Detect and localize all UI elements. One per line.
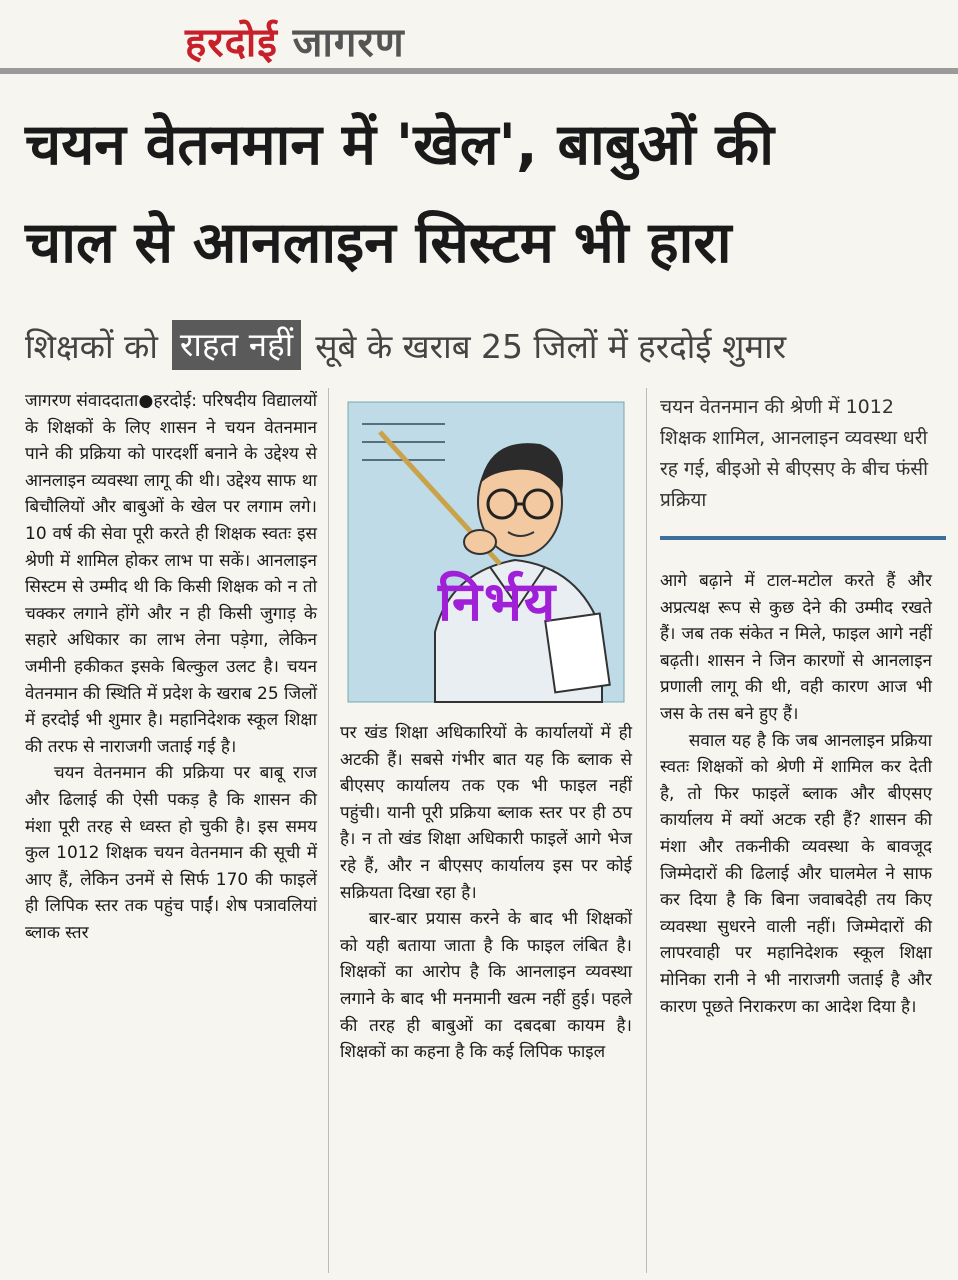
watermark-text: निर्भय (438, 570, 558, 633)
subheadline (25, 318, 786, 372)
paragraph: सवाल यह है कि जब आनलाइन प्रक्रिया स्वतः शिक्षकों को श्रेणी में शामिल कर देती है, तो फिर फाइलें ब्लाक और बीएसए कार्यालय में क्यों अटक रही हैं? शासन की मंशा और तकनीकी व्यवस्था के बावजूद जिम्मेदारों की ढिलाई और घालमेल ने साफ कर दिया है कि बिना जवाबदेही तय किए व्यवस्था सुधरने वाली नहीं। जिम्मेदारों की लापरवाही पर महानिदेशक स्कूल शिक्षा मोनिका रानी ने भी नाराजगी जताई है और कारण पूछते निराकरण का आदेश दिया है। (660, 730, 932, 1017)
article-column-2 (340, 720, 632, 1066)
article-column-1 (25, 388, 317, 946)
masthead-rule (0, 68, 958, 74)
highlight-blurb: चयन वेतनमान की श्रेणी में 1012 शिक्षक शामिल, आनलाइन व्यवस्था धरी रह गई, बीइओ से बीएसए के बीच फंसी प्रक्रिया (660, 396, 929, 511)
blurb-rule (660, 536, 946, 540)
subhead-post: सूबे के खराब 25 जिलों में हरदोई शुमार (315, 326, 787, 366)
subhead-highlight-box: राहत नहीं (172, 320, 301, 370)
article-column-3 (660, 568, 932, 1020)
subhead-pre: शिक्षकों को (25, 326, 158, 366)
headline-line-2: चाल से आनलाइन सिस्टम भी हारा (25, 210, 732, 276)
paragraph: चयन वेतनमान की प्रक्रिया पर बाबू राज और ढिलाई की ऐसी पकड़ है कि शासन की मंशा पूरी तरह से ध्वस्त हो चुकी है। इस समय कुल 1012 शिक्षक चयन वेतनमान की सूची में आए हैं, लेकिन उनमें से सिर्फ 170 की फाइलें ही लिपिक स्तर तक पहुंच पाईं। शेष पत्रावलियां ब्लाक स्तर (25, 763, 317, 943)
paragraph: जागरण संवाददाता●हरदोई: परिषदीय विद्यालयों के शिक्षकों के लिए शासन ने चयन वेतनमान पाने की प्रक्रिया को पारदर्शी बनाने के उद्देश्य से आनलाइन व्यवस्था लागू की थी। उद्देश्य साफ था बिचौलियों और बाबुओं के खेल पर लगाम लगे। 10 वर्ष की सेवा पूरी करते ही शिक्षक स्वतः इस श्रेणी में शामिल होकर लाभ पा सकें। आनलाइन सिस्टम से उम्मीद थी कि किसी शिक्षक को न तो चक्कर लगाने होंगे और न ही किसी जुगाड़ के सहारे अधिकार का लाभ लेना पड़ेगा, लेकिन जमीनी हकीकत इसके बिल्कुल उलट है। चयन वेतनमान की स्थिति में प्रदेश के खराब 25 जिलों में हरदोई भी शुमार है। महानिदेशक स्कूल शिक्षा की तरफ से नाराजगी जताई गई है। (25, 391, 317, 757)
masthead-city: हरदोई (185, 20, 278, 66)
paragraph: बार-बार प्रयास करने के बाद भी शिक्षकों को यही बताया जाता है कि फाइल लंबित है। शिक्षकों का आरोप है कि आनलाइन व्यवस्था लगाने के बाद भी मनमानी खत्म नहीं हुई। पहले की तरह ही बाबुओं का दबदबा कायम है। शिक्षकों का कहना है कि कई लिपिक फाइल (340, 909, 632, 1063)
masthead-logo (185, 18, 405, 68)
masthead (0, 0, 958, 72)
masthead-brand: जागरण (292, 20, 405, 66)
paragraph: पर खंड शिक्षा अधिकारियों के कार्यालयों में ही अटकी हैं। सबसे गंभीर बात यह कि ब्लाक से बीएसए कार्यालय तक एक भी फाइल नहीं पहुंची। यानी पूरी प्रक्रिया ब्लाक स्तर पर ही ठप है। न तो खंड शिक्षा अधिकारी फाइलें आगे भेज रहे हैं, और न बीएसए कार्यालय इस पर कोई सक्रियता दिखा रहा है। (340, 723, 632, 903)
column-divider (328, 388, 329, 1273)
teacher-illustration (340, 392, 632, 710)
paragraph: आगे बढ़ाने में टाल-मटोल करते हैं और अप्रत्यक्ष रूप से कुछ देने की उम्मीद रखते हैं। जब तक संकेत न मिले, फाइल आगे नहीं बढ़ती। शासन ने जिन कारणों से आनलाइन प्रणाली लागू की थी, वही कारण आज भी जस के तस बने हुए हैं। (660, 571, 932, 724)
headline-line-1: चयन वेतनमान में 'खेल', बाबुओं की (25, 112, 774, 178)
column-divider (646, 388, 647, 1273)
